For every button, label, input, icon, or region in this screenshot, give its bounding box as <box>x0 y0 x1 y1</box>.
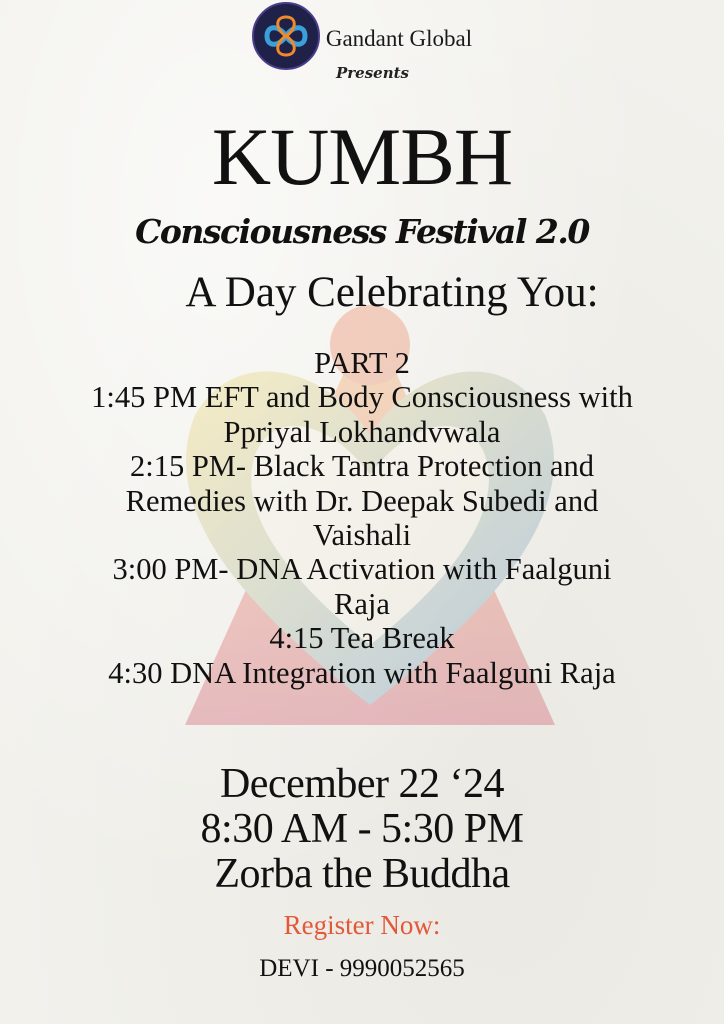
presents-label: Presents <box>336 64 409 82</box>
brand-name: Gandant Global <box>325 26 473 51</box>
schedule-line: 4:15 Tea Break <box>269 621 455 656</box>
brand-header <box>0 3 724 69</box>
event-time: 8:30 AM - 5:30 PM <box>200 806 524 852</box>
event-info <box>0 762 724 897</box>
schedule-line: 4:30 DNA Integration with Faalguni Raja <box>108 655 616 690</box>
infinity-knot-icon <box>259 9 313 63</box>
tagline: A Day Celebrating You: <box>185 269 599 316</box>
gandant-logo <box>252 2 320 70</box>
schedule-line: 3:00 PM- DNA Activation with Faalguni <box>112 552 612 587</box>
event-venue: Zorba the Buddha <box>214 851 510 897</box>
contact-phone: DEVI - 9990052565 <box>259 955 465 982</box>
schedule <box>0 346 724 690</box>
event-date: December 22 ‘24 <box>219 761 505 807</box>
page-title: KUMBH <box>211 111 513 202</box>
schedule-part-heading: PART 2 <box>314 346 410 380</box>
schedule-line: Remedies with Dr. Deepak Subedi and <box>125 483 599 518</box>
schedule-line: Ppriyal Lokhandvwala <box>223 414 501 449</box>
schedule-line: Vaishali <box>312 518 412 553</box>
schedule-line: Raja <box>334 586 390 621</box>
schedule-line: 1:45 PM EFT and Body Consciousness with <box>91 380 633 415</box>
register-now-label: Register Now: <box>283 910 441 940</box>
festival-subtitle: Consciousness Festival 2.0 <box>135 212 589 251</box>
schedule-line: 2:15 PM- Black Tantra Protection and <box>129 449 595 484</box>
